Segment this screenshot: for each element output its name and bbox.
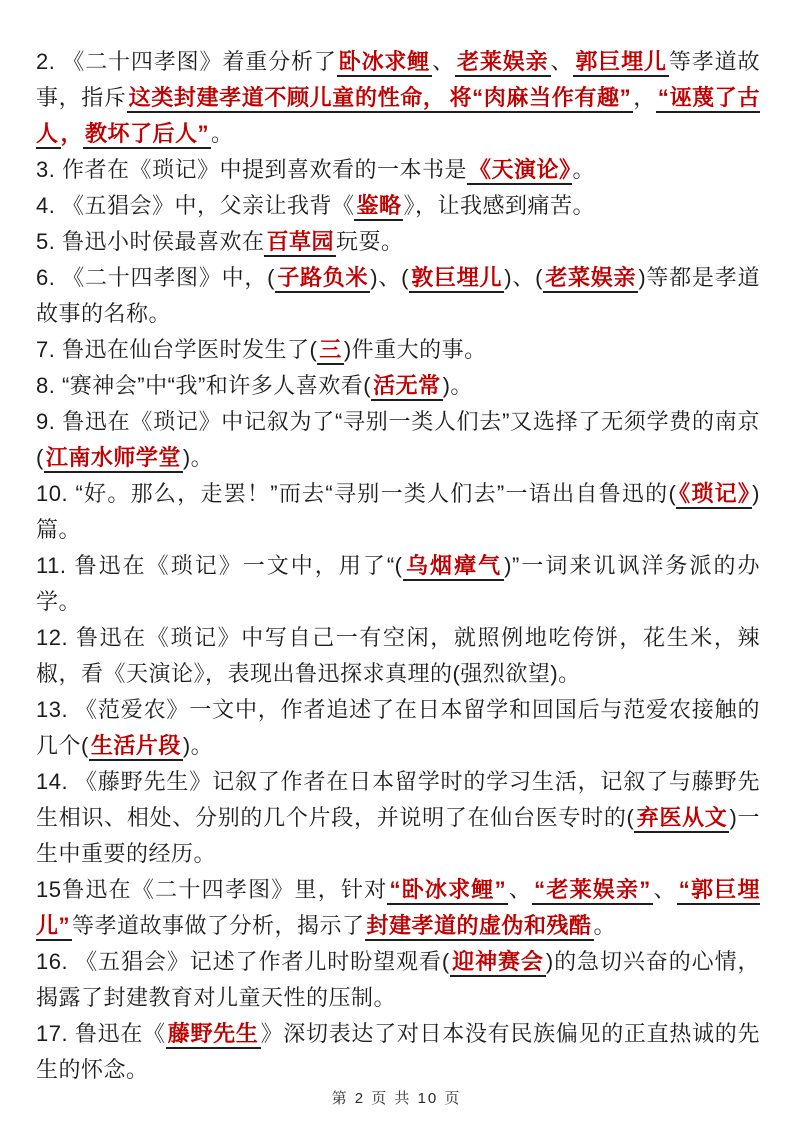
answer-text: ，: [60, 121, 84, 146]
text-run: 5. 鲁迅小时侯最喜欢在: [36, 229, 265, 254]
answer-text: “卧冰求鲤”: [387, 877, 508, 905]
answer-text: 教坏了后人”: [83, 121, 211, 149]
paragraph: [36, 44, 760, 152]
text-run: 11. 鲁迅在《琐记》一文中，用了“(: [36, 553, 403, 578]
paragraph: [36, 548, 760, 620]
paragraph: [36, 944, 760, 1016]
text-run: )篇。: [36, 481, 760, 542]
text-run: 10. “好。那么，走罢！”而去“寻别一类人们去”一语出自鲁迅的(: [36, 481, 677, 506]
answer-text: 江南水师学堂: [44, 445, 183, 473]
text-run: 7. 鲁迅在仙台学医时发生了(: [36, 337, 318, 362]
text-run: 等孝道故事做了分析，揭示了: [72, 913, 365, 938]
paragraph: [36, 764, 760, 872]
text-run: )、(: [370, 265, 409, 290]
text-run: 14. 《藤野先生》记叙了作者在日本留学时的学习生活，记叙了与藤野先生相识、相处、分别的几个片段，并说明了在仙台医专时的(: [36, 769, 760, 830]
text-run: )、(: [504, 265, 543, 290]
text-run: 等孝道故事，指斥: [36, 49, 760, 110]
text-run: )。: [182, 733, 214, 758]
text-run: )。: [182, 445, 214, 470]
paragraph: [36, 224, 760, 260]
answer-text: “老莱娱亲”: [532, 877, 653, 905]
document-body: [36, 44, 760, 1088]
paragraph: [36, 1016, 760, 1088]
text-run: 、: [432, 49, 456, 74]
answer-text: “诬蔑了古人: [36, 85, 760, 149]
text-run: ，: [633, 85, 656, 110]
text-run: )”一词来讥讽洋务派的办学。: [36, 553, 760, 614]
text-run: 。: [572, 157, 595, 182]
text-run: 6. 《二十四孝图》中，(: [36, 265, 275, 290]
text-run: )一生中重要的经历。: [36, 805, 761, 866]
text-run: 、: [550, 49, 574, 74]
answer-text: 敦巨埋儿: [409, 265, 504, 293]
page-number-text: 第 2 页 共 10 页: [331, 1090, 462, 1107]
text-run: 。: [211, 121, 234, 146]
answer-text: 老莱娱亲: [455, 49, 550, 77]
answer-text: 郭巨埋儿: [573, 49, 668, 77]
paragraph: [36, 692, 760, 764]
text-run: 》，让我感到痛苦。: [403, 193, 595, 218]
text-run: )等都是孝道故事的名称。: [36, 265, 760, 326]
paragraph: [36, 872, 760, 944]
answer-text: 弃医从文: [634, 805, 729, 833]
text-run: 3. 作者在《琐记》中提到喜欢看的一本书是: [36, 157, 467, 182]
text-run: 、: [508, 877, 533, 902]
answer-text: 老菜娱亲: [543, 265, 638, 293]
text-run: )的急切兴奋的心情，揭露了封建教育对儿童天性的压制。: [36, 949, 760, 1010]
paragraph: [36, 332, 760, 368]
paragraph: [36, 404, 760, 476]
paragraph: [36, 368, 760, 404]
text-run: )。: [442, 373, 473, 398]
answer-text: 迎神赛会: [450, 949, 546, 977]
answer-text: 子路负米: [275, 265, 370, 293]
text-run: 9. 鲁迅在《琐记》中记叙为了“寻别一类人们去”又选择了无须学费的南京(: [36, 409, 760, 470]
text-run: 16. 《五猖会》记述了作者儿时盼望观看(: [36, 949, 450, 974]
answer-text: 百草园: [264, 229, 336, 257]
answer-text: 三: [317, 337, 344, 365]
answer-text: 藤野先生: [166, 1021, 261, 1049]
text-run: 2. 《二十四孝图》着重分析了: [36, 49, 337, 74]
text-run: 、: [652, 877, 677, 902]
answer-text: 乌烟瘴气: [403, 553, 505, 581]
answer-text: “郭巨埋儿”: [36, 877, 760, 941]
page-footer: [0, 1087, 793, 1108]
text-run: 17. 鲁迅在《: [36, 1021, 166, 1046]
answer-text: 《琐记》: [676, 481, 752, 509]
paragraph: [36, 188, 760, 224]
answer-text: 鉴略: [354, 193, 403, 221]
text-run: 玩耍。: [335, 229, 404, 254]
text-run: 15鲁迅在《二十四孝图》里，针对: [36, 877, 388, 902]
paragraph: [36, 152, 760, 188]
text-run: 13. 《范爱农》一文中，作者追述了在日本留学和回国后与范爱农接触的几个(: [36, 697, 760, 758]
answer-text: 活无常: [371, 373, 443, 401]
answer-text: 将“肉麻当作有趣”: [448, 85, 634, 113]
text-run: 。: [593, 913, 617, 938]
answer-text: 卧冰求鲤: [337, 49, 432, 77]
text-run: 8. “赛神会”中“我”和许多人喜欢看(: [36, 373, 372, 398]
paragraph: [36, 476, 760, 548]
text-run: )件重大的事。: [343, 337, 487, 362]
paragraph: [36, 620, 760, 692]
text-run: 4. 《五猖会》中，父亲让我背《: [36, 193, 355, 218]
paragraph: [36, 260, 760, 332]
text-run: 》深切表达了对日本没有民族偏见的正直热诚的先生的怀念。: [36, 1021, 760, 1082]
answer-text: 这类封建孝道不顾儿童的性命，: [127, 85, 448, 113]
text-run: 12. 鲁迅在《琐记》中写自己一有空闲，就照例地吃侉饼，花生米，辣椒，看《天演论》，表现出鲁迅探求真理的(强烈欲望)。: [36, 625, 760, 686]
answer-text: 封建孝道的虚伪和残酷: [365, 913, 594, 941]
answer-text: 《天演论》: [467, 157, 573, 185]
answer-text: 生活片段: [89, 733, 183, 761]
